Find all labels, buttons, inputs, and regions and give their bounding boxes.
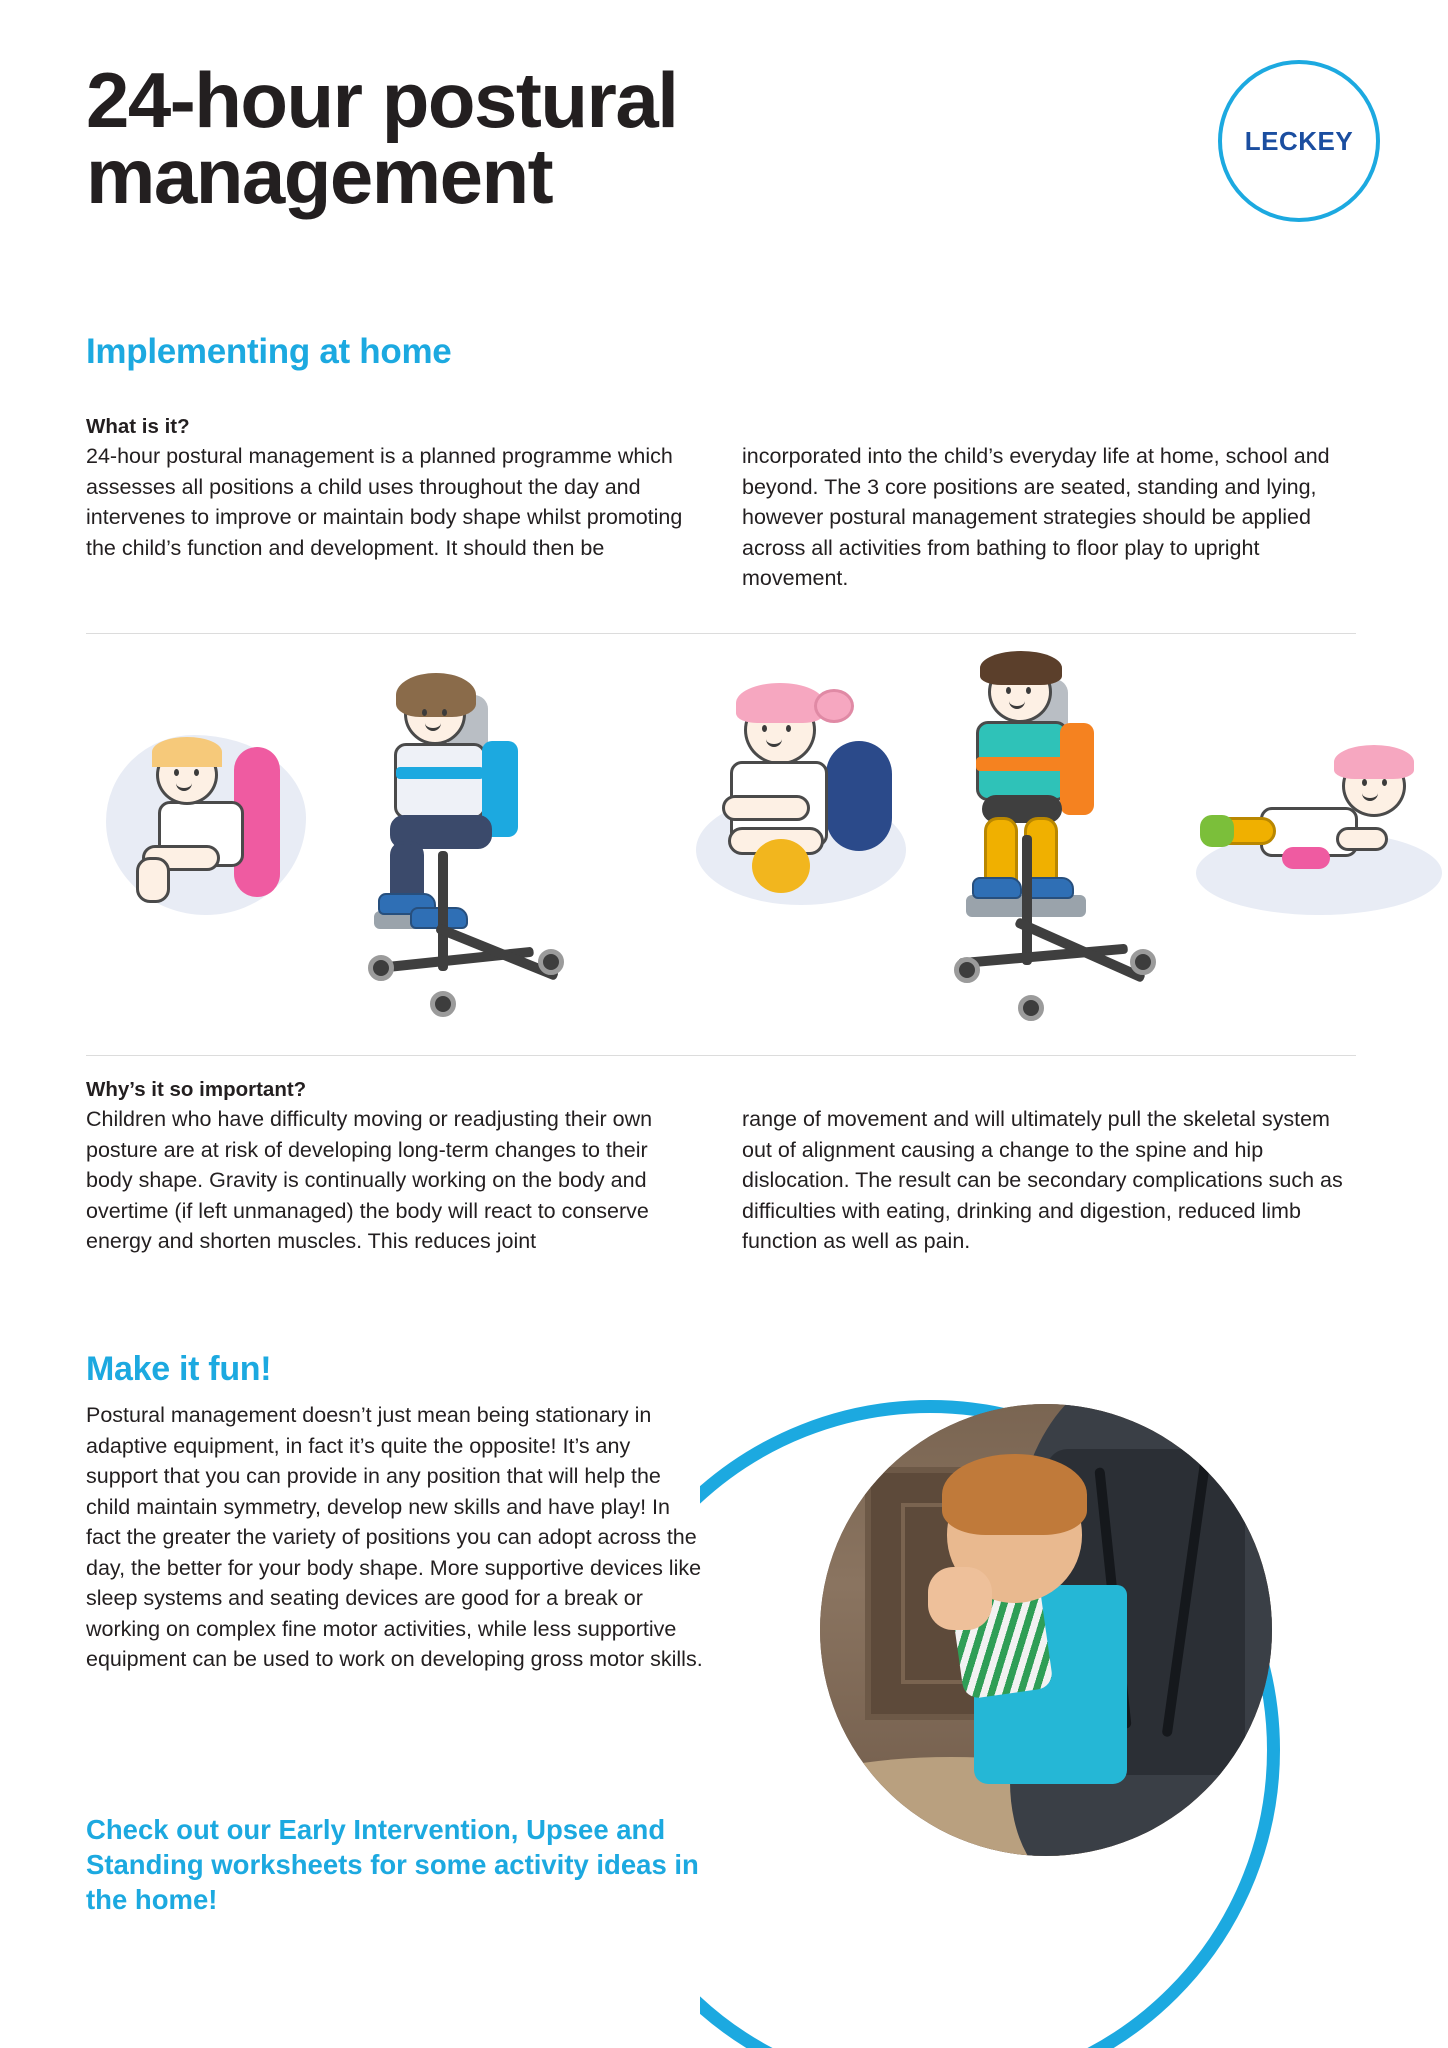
stander-wheel (1018, 995, 1044, 1021)
illustration-child-in-activity-chair (386, 655, 636, 1025)
make-it-fun-heading: Make it fun! (86, 1350, 272, 1388)
divider-top (86, 633, 1356, 634)
what-is-it-heading: What is it? (86, 415, 190, 438)
what-is-it-left-column (86, 415, 700, 594)
why-important-paragraph-1: Children who have difficulty moving or readjusting their own posture are at risk of developing long-term changes to their body shape. Gravity is continually working on the body and overtime (if left unmanaged) the body will react to conserve energy and shorten muscles. This reduces joint (86, 1107, 653, 1254)
page-title: 24-hour postural management (86, 56, 678, 221)
illustration-strip (86, 645, 1356, 1045)
section-what-is-it (86, 415, 1356, 594)
what-is-it-paragraph-1: 24-hour postural management is a planned programme which assesses all positions a child uses throughout the day and intervenes to improve or maintain body shape whilst promoting the child’s function and development. It should then be (86, 444, 683, 560)
logo-label: LECKEY (1244, 125, 1354, 156)
call-to-action-text: Check out our Early Intervention, Upsee and Standing worksheets for some activity ideas in the home! (86, 1814, 699, 1916)
chair-wheel (368, 955, 394, 981)
illustration-child-in-prone-lying-support (1186, 735, 1446, 935)
stander-wheel (954, 957, 980, 983)
leckey-logo (1218, 60, 1380, 222)
chair-wheel (430, 991, 456, 1017)
illustration-child-in-floor-sitter-with-ball (686, 675, 926, 925)
why-important-right-column (742, 1078, 1356, 1257)
why-important-heading: Why’s it so important? (86, 1078, 307, 1101)
section-why-important (86, 1078, 1356, 1257)
child-shoe (972, 877, 1022, 899)
illustration-child-in-standing-frame (966, 645, 1206, 1035)
why-important-paragraph-2: range of movement and will ultimately pull the skeletal system out of alignment causing a change to the spine and hip dislocation. The result can be secondary complications such as difficulties with eating, drinking and digestion, reduced limb function as well as pain. (742, 1107, 1343, 1254)
page-subtitle: Implementing at home (86, 332, 452, 371)
why-important-left-column (86, 1078, 700, 1257)
stander-wheel (1130, 949, 1156, 975)
play-ball (752, 839, 810, 893)
photo-child-in-standing-harness (820, 1404, 1272, 1856)
illustration-child-in-side-lying-support (106, 705, 316, 925)
what-is-it-right-column (742, 415, 1356, 594)
what-is-it-paragraph-2: incorporated into the child’s everyday life at home, school and beyond. The 3 core positions are seated, standing and lying, however postural management strategies should be applied across all activities from bathing to floor play to upright movement. (742, 444, 1330, 591)
divider-bottom (86, 1055, 1356, 1056)
chair-wheel (538, 949, 564, 975)
make-it-fun-paragraph: Postural management doesn’t just mean being stationary in adaptive equipment, in fact it’s quite the opposite! It’s any support that you can provide in any position that will help the child maintain symmetry, develop new skills and have play! In fact the greater the variety of positions you can adopt across the day, the better for your body shape. More supportive devices like sleep systems and seating devices are good for a break or working on complex fine motor activities, while less supportive equipment can be used to work on developing gross motor skills. (86, 1403, 703, 1672)
